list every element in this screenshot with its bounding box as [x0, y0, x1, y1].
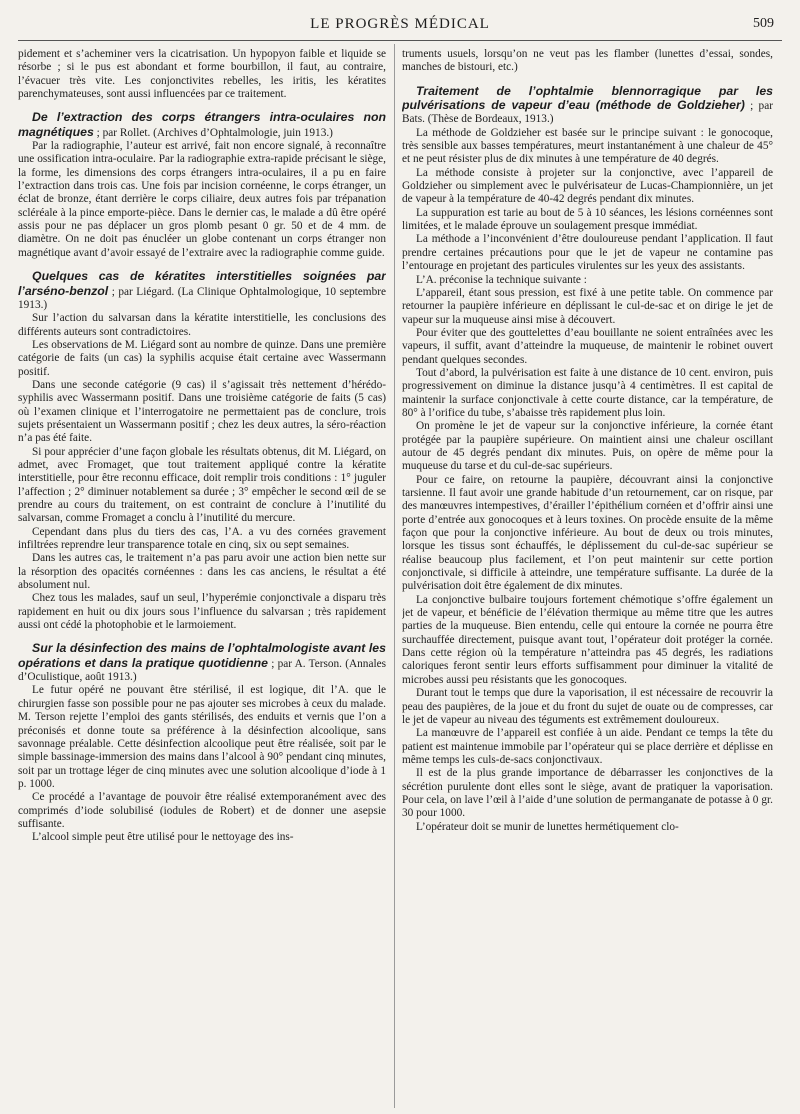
paragraph: Tout d’abord, la pulvérisation est faite à une distance de 10 cent. environ, puis progressivement on diminue la distance jusqu’à 4 centimètres. Il est capital de maintenir la surface conjonctivale à cette courte distance, car la température, de 80° à l’orifice du tube, s’abaisse très rapidement plus loin.: [402, 366, 773, 419]
paragraph: La manœuvre de l’appareil est confiée à un aide. Pendant ce temps la tête du patient est maintenue immobile par l’opérateur qui se place derrière et déplisse en même temps les culs-de-sacs conjonctivaux.: [402, 727, 773, 766]
journal-title: LE PROGRÈS MÉDICAL: [310, 16, 490, 32]
paragraph: Par la radiographie, l’auteur est arrivé, fait non encore signalé, à reconnaître une ossification intra-oculaire. Par la radiographie extra-rapide précisant le siège, la forme, les dimensions des corps étrangers intra-oculaires, il a pu en faire l’extraction dans trois cas. Une fois par incision cornéenne, le corps étranger, un éclat de bronze, étant derrière le corps ciliaire, deux autres fois par trépanation scléréale à la pince emporte-pièce. Dans le dernier cas, le malade a dû être opéré assis pour ne pas déplacer un gros plomb pesant 0 gr. 50 et de 4 mm. de diamètre. On ne doit pas énucléer un globe contenant un corps étranger non magnétique avant d’avoir essayé de l’extraire avec la radiographie comme guide.: [18, 140, 386, 259]
paragraph: Durant tout le temps que dure la vaporisation, il est nécessaire de recouvrir la peau des paupières, de la joue et du front du sujet de ouate ou de compresses, car le jet de vapeur au niveau des téguments est extrêmement douloureux.: [402, 687, 773, 726]
continued-paragraph: pidement et s’acheminer vers la cicatrisation. Un hypopyon faible et liquide se résorbe ; si le pus est abondant et forme bourbillon, il faut, au contraire, l’évacuer très vite. Les conjonctivites rebelles, les iritis, les kératites parenchymateuses, sont aussi influencées par ce traitement.: [18, 48, 386, 101]
paragraph: Dans les autres cas, le traitement n’a pas paru avoir une action bien nette sur la résorption des opacités cornéennes : dans les cas anciens, le résultat a été absolument nul.: [18, 552, 386, 592]
article-heading: [402, 85, 773, 127]
article-source: ; par Liégard. (La Clinique Ophtalmologique, 10 septembre 1913.): [18, 285, 386, 311]
article-hand-disinfection: [18, 642, 386, 844]
paragraph: La suppuration est tarie au bout de 5 à 10 séances, les lésions cornéennes sont limitées, et le malade éprouve un soulagement presque immédiat.: [402, 206, 773, 233]
left-column: [18, 48, 386, 1106]
paragraph: Il est de la plus grande importance de débarrasser les conjonctives de la sécrétion purulente dont elles sont le siège, avant de pratiquer la vaporisation. Pour cela, on lave l’œil à l’aide d’une solution de permanganate de potasse à 0 gr. 30 pour 1000.: [402, 767, 773, 820]
paragraph: Chez tous les malades, sauf un seul, l’hyperémie conjonctivale a disparu très rapidement en huit ou dix jours sous l’influence du salvarsan ; très rapidement aussi ont cédé la photophobie et le larmoiement.: [18, 592, 386, 632]
paragraph: Le futur opéré ne pouvant être stérilisé, il est logique, dit l’A. que le chirurgien fasse son possible pour ne pas ajouter ses microbes à ceux du malade. M. Terson rejette l’emploi des gants stérilisés, des enduits et vernis que l’on a préconisés et donne toute sa préférence à la désinfection alcoolique, sans savonnage préalable. Cette désinfection alcoolique peut être réalisée, soit par le simple bassinage-immersion des mains dans l’alcool à 90° pendant cinq minutes, soit par un trottage léger de cinq minutes avec une solution alcoolique d’iode à 1 p. 1000.: [18, 684, 386, 790]
paragraph: L’opérateur doit se munir de lunettes hermétiquement clo-: [416, 820, 679, 833]
paragraph: Si pour apprécier d’une façon globale les résultats obtenus, dit M. Liégard, on admet, avec Fromaget, que tout traitement appliqué contre la kératite interstitielle, pour être reconnu efficace, doit remplir trois conditions : 1° juguler l’affection ; 2° diminuer notablement sa durée ; 3° empêcher le second œil de se prendre au cours du traitement, on est contraint de conclure à l’inutilité du salvarsan, comme Fromaget a conclu à l’inutilité du mercure.: [18, 445, 386, 525]
article-source: ; par Bats. (Thèse de Bordeaux, 1913.): [402, 100, 773, 126]
article-title: Sur la désinfection des mains de l’ophtalmologiste avant les opérations et dans la pratique quotidienne: [18, 641, 386, 670]
article-heading: [18, 642, 386, 684]
running-header: [18, 10, 782, 41]
article-heading: [18, 270, 386, 312]
paragraph: L’A. préconise la technique suivante :: [416, 273, 587, 286]
paragraph: L’alcool simple peut être utilisé pour le nettoyage des ins-: [32, 831, 294, 844]
article-interstitial-keratitis: [18, 270, 386, 632]
article-title: Traitement de l’ophtalmie blennorragique par les pulvérisations de vapeur d’eau (méthode de Goldzieher): [402, 83, 773, 113]
article-title: Quelques cas de kératites interstitielles soignées par l’arséno-benzol: [18, 269, 386, 298]
paragraph: On promène le jet de vapeur sur la conjonctive inférieure, la cornée étant protégée par la paupière supérieure. On maintient ainsi une chaleur oscillant autour de 45 degrés pendant dix minutes. Puis, on opère de même pour la muqueuse du tarse et du cul-de-sac supérieurs.: [402, 420, 773, 473]
article-source: ; par Rollet. (Archives d’Ophtalmologie, juin 1913.): [93, 126, 333, 139]
paragraph: La méthode consiste à projeter sur la conjonctive, avec l’appareil de Goldzieher ou simplement avec le pulvérisateur de Lucas-Championnière, un jet de vapeur à la température de 40-42 degrés pendant dix minutes.: [402, 166, 773, 206]
continued-paragraph: truments usuels, lorsqu’on ne veut pas les flamber (lunettes d’essai, sondes, manches de bistouri, etc.): [402, 48, 773, 74]
article-blennorrhagic-ophthalmia: [402, 85, 773, 834]
paragraph: Ce procédé a l’avantage de pouvoir être réalisé extemporanément avec des comprimés d’iode solubilisé (iodules de Robert) et de donner une asepsie suffisante.: [18, 791, 386, 830]
article-heading: [18, 111, 386, 140]
paragraph: Pour ce faire, on retourne la paupière, découvrant ainsi la conjonctive tarsienne. Il faut avoir une grande habitude d’un retournement, car on risque, par des manœuvres intempestives, d’érailler l’épithélium cornéen et d’offrir ainsi une porte d’entrée aux gonocoques et à leurs toxines. On procède ensuite de la même façon que pour la conjonctive inférieure. Au bout de deux ou trois minutes, lorsque les tissus sont échauffés, le déplissement du cul-de-sac supérieur se réalise beaucoup plus facilement, et l’on peut maintenir sur cette portion conjonctivale, si difficile à atteindre, une température suffisante. La durée de la pulvérisation doit être également de dix minutes.: [402, 473, 773, 593]
paragraph: L’appareil, étant sous pression, est fixé à une petite table. On commence par retourner la paupière inférieure en déplissant le cul-de-sac et on dirige le jet de vapeur sur la muqueuse ainsi mise à découvert.: [402, 286, 773, 326]
article-foreign-body-extraction: [18, 111, 386, 260]
paragraph: Les observations de M. Liégard sont au nombre de quinze. Dans une première catégorie de faits (un cas) la syphilis acquise était certaine avec Wassermann positif.: [18, 338, 386, 378]
paragraph: La conjonctive bulbaire toujours fortement chémotique s’offre également un jet de vapeur, et bénéficie de l’élévation thermique au même titre que les autres parties de la muqueuse. Bien entendu, celle qui entoure la cornée ne pourra être surchauffée directement, puisque avant tout, l’opérateur doit protéger la cornée. Dans cette région où la température n’atteindra pas 45 degrés, les radiations caloriques feront sentir leurs efforts suffisamment pour diminuer la vitalité de microbes aussi peu résistants que les gonocoques.: [402, 593, 773, 686]
page-number: 509: [753, 16, 774, 31]
paragraph: Dans une seconde catégorie (9 cas) il s’agissait très nettement d’hérédo-syphilis avec Wassermann positif. Dans une troisième catégorie de faits (5 cas) où l’examen clinique et l’interrogatoire ne permettaient pas de conclure, trois sujets présentaient un Wassermann positif ; chez les deux autres, la séro-réaction n’a pas été faite.: [18, 378, 386, 445]
column-divider: [394, 44, 395, 1108]
paragraph: Pour éviter que des gouttelettes d’eau bouillante ne soient entraînées avec les vapeurs, il suffit, avant d’atteindre la muqueuse, de maintenir le robinet ouvert pendant quelques secondes.: [402, 326, 773, 366]
paragraph: La méthode de Goldzieher est basée sur le principe suivant : le gonocoque, très sensible aux basses températures, meurt instantanément à une chaleur de 45° et ne peut résister plus de dix minutes à une température de 40 degrés.: [402, 126, 773, 166]
paragraph: Sur l’action du salvarsan dans la kératite interstitielle, les conclusions des différents auteurs sont contradictoires.: [18, 312, 386, 338]
paragraph: Cependant dans plus du tiers des cas, l’A. a vu des cornées gravement infiltrées reprendre leur transparence totale en cinq, six ou sept semaines.: [18, 525, 386, 552]
article-title: De l’extraction des corps étrangers intra-oculaires non magnétiques: [18, 110, 386, 139]
paragraph: La méthode a l’inconvénient d’être douloureuse pendant l’application. Il faut prendre certaines précautions pour que le jet de vapeur ne contamine pas l’entourage en projetant des particules virulentes sur les yeux des assistants.: [402, 233, 773, 273]
article-source: ; par A. Terson. (Annales d’Oculistique, août 1913.): [18, 657, 386, 684]
right-column: [402, 48, 773, 1106]
